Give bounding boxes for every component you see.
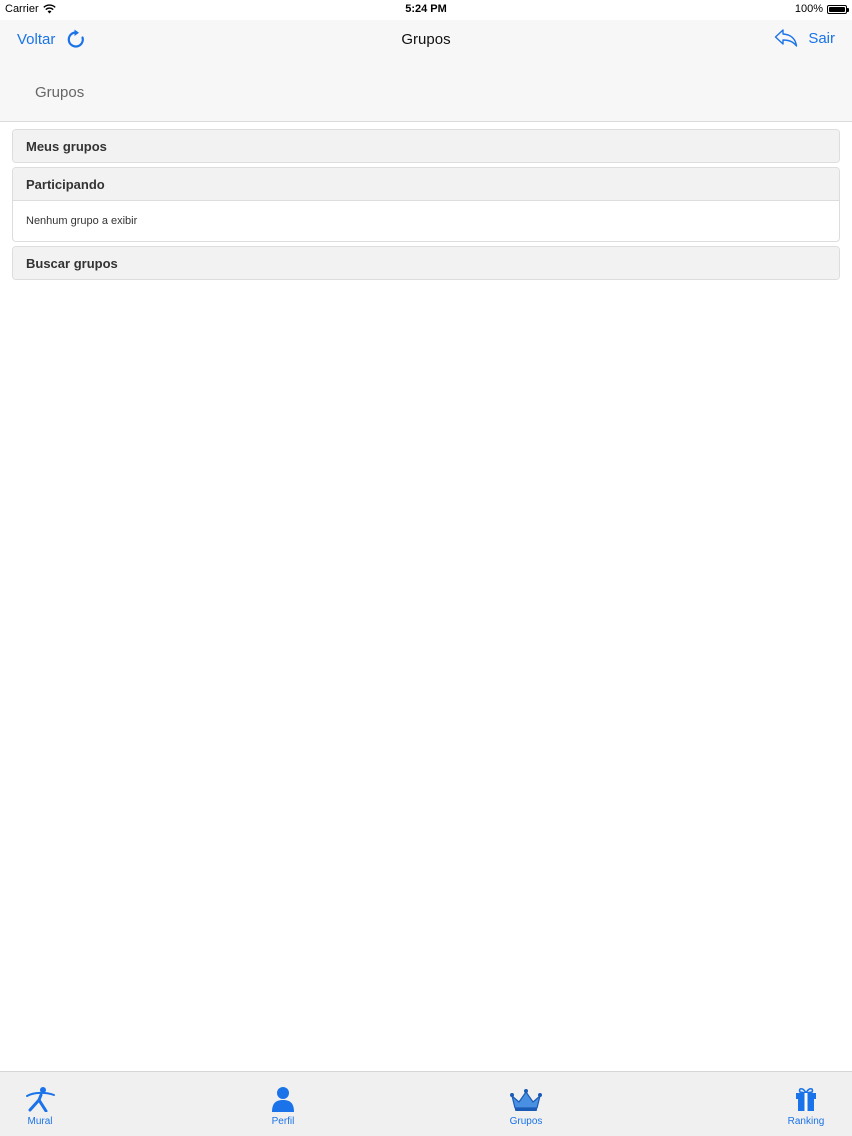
battery-percent: 100% bbox=[794, 3, 823, 15]
nav-title: Grupos bbox=[401, 31, 451, 48]
panel-search-groups bbox=[12, 246, 840, 280]
panel-heading-participating[interactable]: Participando bbox=[13, 168, 839, 200]
groups-content bbox=[12, 129, 840, 284]
panel-heading-search-groups[interactable]: Buscar grupos bbox=[13, 247, 839, 279]
carrier-label: Carrier bbox=[5, 3, 39, 15]
battery-info bbox=[795, 3, 847, 15]
tab-label-grupos: Grupos bbox=[509, 1116, 543, 1127]
tab-ranking[interactable] bbox=[776, 1086, 836, 1127]
logout-button[interactable] bbox=[774, 29, 835, 47]
tab-mural[interactable] bbox=[10, 1086, 70, 1127]
mural-icon bbox=[24, 1086, 56, 1112]
tab-label-ranking: Ranking bbox=[787, 1116, 825, 1127]
panel-participating bbox=[12, 167, 840, 242]
gift-icon bbox=[794, 1086, 818, 1112]
tab-label-mural: Mural bbox=[27, 1116, 53, 1127]
status-bar bbox=[0, 0, 852, 20]
reply-arrow-icon bbox=[774, 29, 798, 47]
navigation-bar bbox=[0, 20, 852, 122]
tab-bar bbox=[0, 1071, 852, 1136]
page-heading: Grupos bbox=[35, 84, 85, 101]
logout-label: Sair bbox=[808, 29, 835, 47]
status-time: 5:24 PM bbox=[405, 3, 447, 15]
battery-icon bbox=[827, 5, 847, 14]
panel-my-groups bbox=[12, 129, 840, 163]
tab-label-perfil: Perfil bbox=[271, 1116, 295, 1127]
tab-perfil[interactable] bbox=[253, 1086, 313, 1127]
person-icon bbox=[271, 1086, 295, 1112]
empty-groups-message: Nenhum grupo a exibir bbox=[13, 200, 839, 241]
tab-grupos[interactable] bbox=[496, 1086, 556, 1127]
crown-icon bbox=[510, 1088, 542, 1112]
battery-level-fill bbox=[829, 7, 845, 12]
panel-heading-my-groups[interactable]: Meus grupos bbox=[13, 130, 839, 162]
back-button[interactable]: Voltar bbox=[17, 30, 56, 48]
